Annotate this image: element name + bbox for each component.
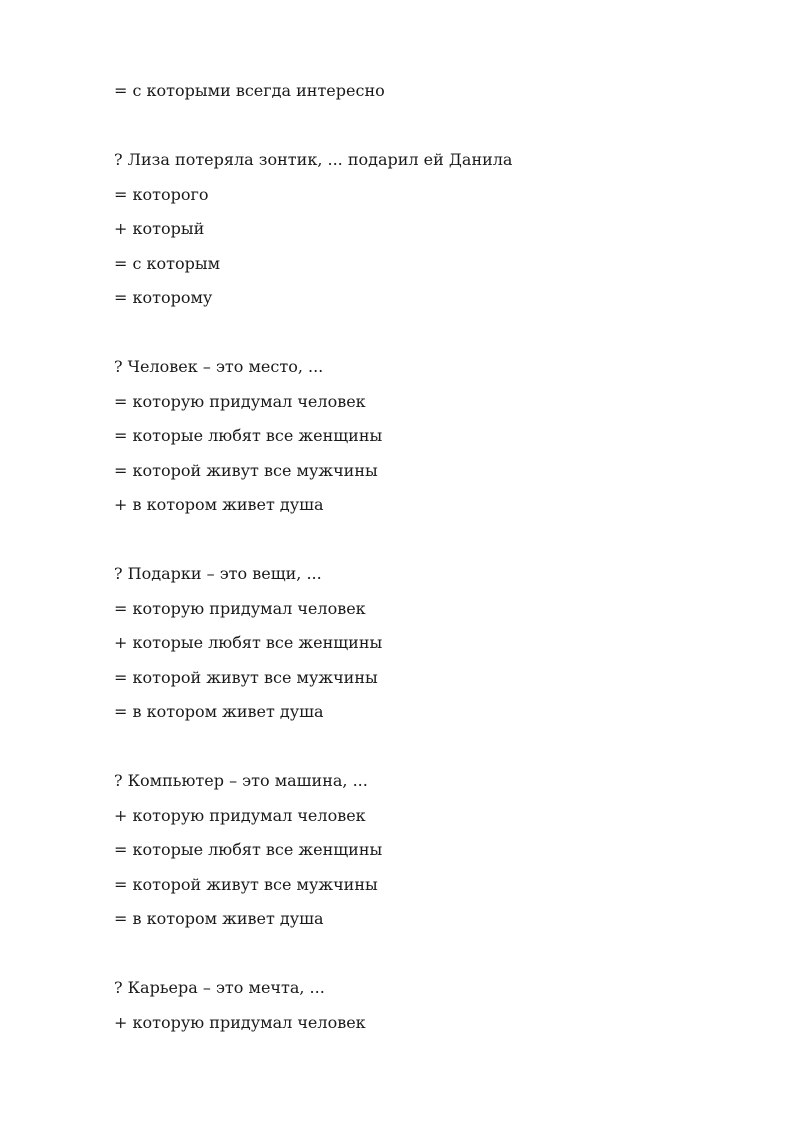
question-line: ? Подарки – это вещи, ... xyxy=(114,564,322,583)
answer-line: = которые любят все женщины xyxy=(114,426,383,445)
blank-line xyxy=(114,109,734,144)
answer-line: = с которыми всегда интересно xyxy=(114,81,385,100)
answer-line: = с которым xyxy=(114,253,221,273)
question-line: ? Лиза потеряла зонтик, ... подарил ей Данила xyxy=(114,150,513,169)
answer-line-correct: + который xyxy=(114,219,205,238)
answer-line: = в котором живет душа xyxy=(114,909,324,928)
answer-line: = которую придумал человек xyxy=(114,391,366,411)
answer-line-correct: + которую придумал человек xyxy=(114,805,366,825)
answer-line: = которой живут все мужчины xyxy=(114,874,378,894)
document-page xyxy=(114,74,734,1040)
blank-line xyxy=(114,523,734,558)
answer-line-correct: + которую придумал человек xyxy=(114,1012,366,1032)
answer-line: = которой живут все мужчины xyxy=(114,460,378,480)
answer-line-correct: + в котором живет душа xyxy=(114,495,324,514)
answer-line: = которой живут все мужчины xyxy=(114,667,378,687)
blank-line xyxy=(114,316,734,351)
answer-line: = которому xyxy=(114,288,213,307)
blank-line xyxy=(114,730,734,765)
answer-line: = в котором живет душа xyxy=(114,702,324,721)
question-line: ? Человек – это место, ... xyxy=(114,357,324,376)
answer-line: = которые любят все женщины xyxy=(114,840,383,859)
question-line: ? Компьютер – это машина, ... xyxy=(114,771,368,790)
blank-line xyxy=(114,937,734,972)
answer-line-correct: + которые любят все женщины xyxy=(114,633,383,652)
question-line: ? Карьера – это мечта, ... xyxy=(114,978,325,997)
answer-line: = которого xyxy=(114,184,209,204)
answer-line: = которую придумал человек xyxy=(114,598,366,618)
